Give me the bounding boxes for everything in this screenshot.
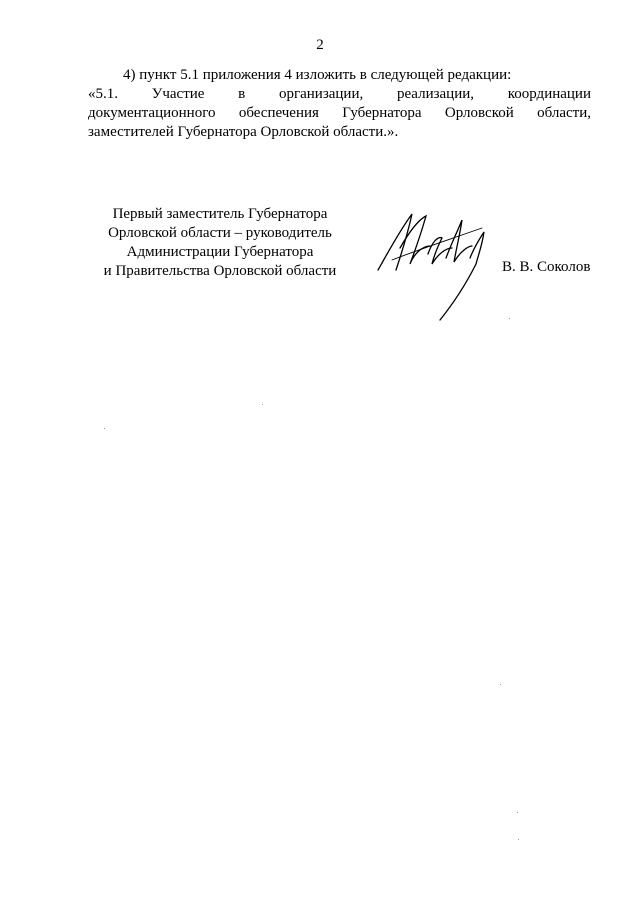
signer-position-line: Администрации Губернатора — [126, 244, 314, 260]
signer-name: В. В. Соколов — [502, 259, 591, 275]
scan-speck — [104, 428, 105, 429]
signer-position-line: и Правительства Орловской области — [103, 263, 337, 279]
scan-speck — [500, 684, 501, 685]
amendment-item-line: 4) пункт 5.1 приложения 4 изложить в следующей редакции: — [123, 67, 512, 83]
signer-position — [100, 205, 340, 281]
page-number: 2 — [316, 37, 324, 53]
quote-line-2: документационного обеспечения Губернатора Орловской области, — [88, 105, 591, 121]
scan-speck — [262, 404, 263, 405]
scan-speck — [518, 839, 519, 840]
quote-line-3: заместителей Губернатора Орловской области.». — [88, 124, 399, 140]
scan-speck — [509, 318, 510, 319]
quote-line-1: «5.1. Участие в организации, реализации, координации — [88, 86, 591, 102]
scan-speck — [517, 812, 518, 813]
signer-position-line: Первый заместитель Губернатора — [112, 206, 328, 222]
signer-position-line: Орловской области – руководитель — [108, 225, 332, 241]
handwritten-signature — [372, 208, 490, 323]
